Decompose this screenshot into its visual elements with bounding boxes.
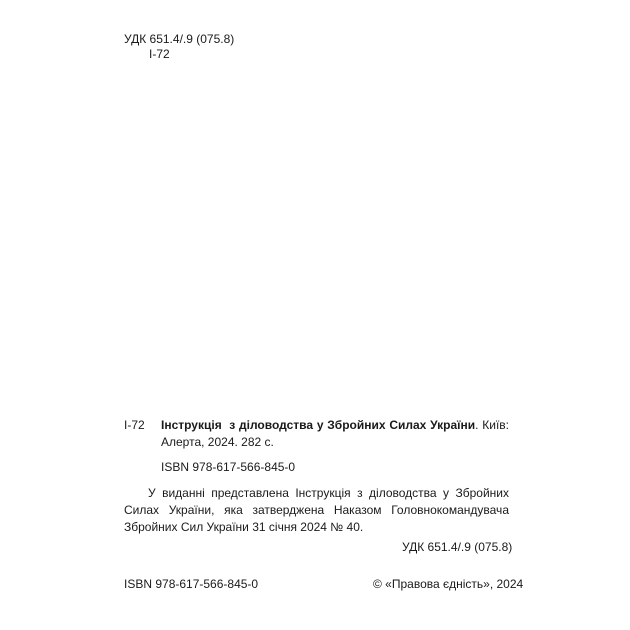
author-mark-top: І-72 — [149, 47, 170, 61]
entry-isbn: ISBN 978-617-566-845-0 — [161, 460, 296, 474]
udc-classification-top: УДК 651.4/.9 (075.8) — [124, 32, 235, 46]
bibliographic-entry — [161, 417, 509, 451]
book-title — [161, 418, 475, 432]
udc-classification-bottom: УДК 651.4/.9 (075.8) — [402, 540, 513, 554]
copyright-notice: © «Правова єдність», 2024 — [373, 577, 524, 591]
publication-details: . Київ: Алерта, 2024. 282 с. — [161, 418, 509, 449]
book-title-part-2: з діловодства у Збройних Силах України — [229, 418, 476, 432]
annotation-text: У виданні представлена Інструкція з діловодства у Збройних Силах України, яка затверджена Наказом Головнокомандувача Збройних Сил України 31 січня 2024 № 40. — [124, 486, 509, 534]
entry-author-mark: І-72 — [124, 418, 145, 432]
book-title-part-1: Інструкція — [161, 418, 222, 432]
isbn-bottom: ISBN 978-617-566-845-0 — [124, 577, 259, 591]
